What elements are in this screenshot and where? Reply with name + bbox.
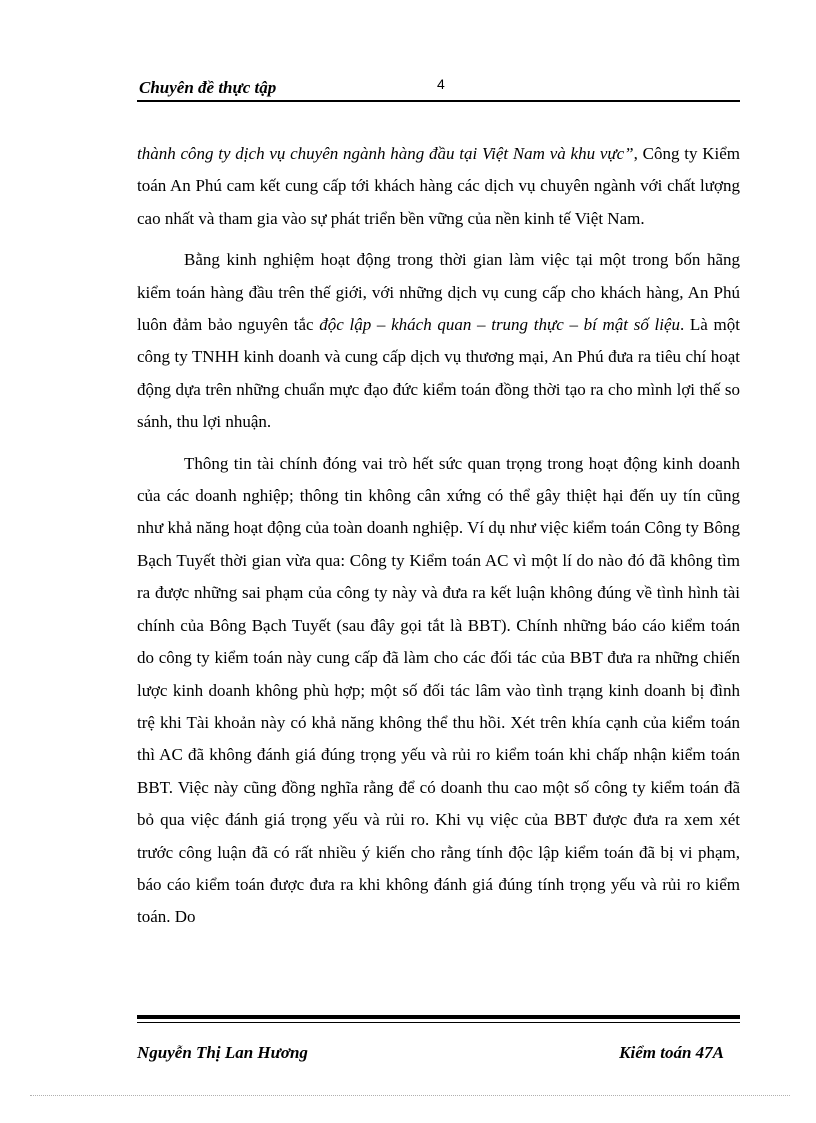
page-number: 4: [437, 76, 445, 92]
paragraph-1-text: , Công ty Kiểm toán An Phú cam kết cung cấp tới khách hàng các dịch vụ chuyên ngành với chất lượng cao nhất và tham gia vào sự phát triển bền vững của nền kinh tế Việt Nam.: [137, 144, 740, 228]
footer-author: Nguyễn Thị Lan Hương: [137, 1043, 308, 1062]
footer-rule-thin: [137, 1022, 740, 1023]
paragraph-1-italic-lead: thành công ty dịch vụ chuyên ngành hàng đầu tại Việt Nam và khu vực”: [137, 144, 634, 163]
document-body: [137, 138, 740, 943]
paragraph-2: [137, 244, 740, 438]
footer-class: Kiểm toán 47A: [619, 1043, 724, 1062]
paragraph-2-italic-principles: độc lập – khách quan – trung thực – bí mật số liệu: [319, 315, 680, 335]
paragraph-2-text-start: Bằng kinh nghiệm hoạt động trong thời gian làm việc tại một trong bốn hãng kiểm toán hàng đầu trên thế giới, với những dịch vụ cung cấp cho khách hàng, An Phú luôn đảm bảo nguyên tắc: [137, 250, 740, 335]
header-title: Chuyên đề thực tập: [139, 78, 277, 97]
page-header: [137, 74, 740, 102]
paragraph-3-text: Thông tin tài chính đóng vai trò hết sức quan trọng trong hoạt động kinh doanh của các doanh nghiệp; thông tin không cân xứng có thể gây thiệt hại đến uy tín cũng như khả năng hoạt động của toàn doanh nghiệp. Ví dụ như việc kiểm toán Công ty Bông Bạch Tuyết thời gian vừa qua: Công ty Kiểm toán AC vì một lí do nào đó đã không tìm ra được những sai phạm của công ty này và đưa ra kết luận không đúng về tình hình tài chính của Bông Bạch Tuyết (sau đây gọi tắt là BBT). Chính những báo cáo kiểm toán do công ty kiểm toán này cung cấp đã làm cho các đối tác của BBT đưa ra những chiến lược kinh doanh không phù hợp; một số đối tác lâm vào tình trạng kinh doanh bị đình trệ khi Tài khoản này có khả năng không thể thu hồi. Xét trên khía cạnh của kiểm toán thì AC đã không đánh giá đúng trọng yếu và rủi ro kiểm toán khi chấp nhận kiểm toán BBT. Việc này cũng đồng nghĩa rằng để có doanh thu cao một số công ty kiểm toán đã bỏ qua việc đánh giá trọng yếu và rủi ro. Khi vụ việc của BBT được đưa ra xem xét trước công luận đã có rất nhiều ý kiến cho rằng tính độc lập kiểm toán đã bị vi phạm, báo cáo kiểm toán được đưa ra khi không đánh giá đúng tính trọng yếu và rủi ro kiểm toán. Do: [137, 453, 740, 927]
page-edge-divider: [30, 1095, 790, 1096]
paragraph-1: [137, 138, 740, 235]
paragraph-2-text-end: . Là một công ty TNHH kinh doanh và cung cấp dịch vụ thương mại, An Phú đưa ra tiêu chí hoạt động dựa trên những chuẩn mực đạo đức kiểm toán đồng thời tạo ra cho mình lợi thế so sánh, thu lợi nhuận.: [137, 315, 740, 432]
paragraph-3: [137, 448, 740, 934]
footer-rule-thick: [137, 1015, 740, 1019]
